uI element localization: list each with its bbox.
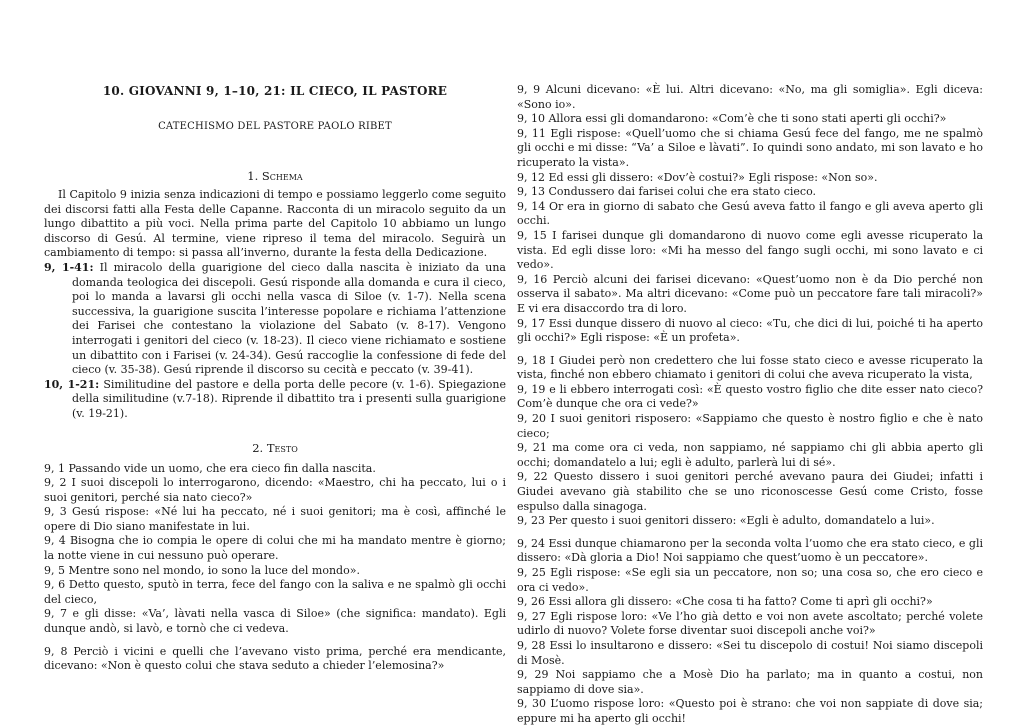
document-title: 10. GIOVANNI 9, 1–10, 21: IL CIECO, IL PASTORE	[102, 84, 448, 98]
schema-item-key: 9, 1-41:	[44, 260, 94, 274]
schema-item-text: Il miracolo della guarigione del cieco dalla nascita è iniziato da una domanda teologica dei discepoli. Gesú risponde alla domanda e cura il cieco, poi lo manda a lavarsi gli occhi nella vasca di Siloe (v. 1-7). Nella scena successiva, la guarigione suscita l’interesse popolare e richiama l’attenzione dei Farisei che contestano la violazione del Sabato (v. 8-17). Vengono interrogati i genitori del cieco (v. 18-23). Il cieco viene richiamato e sostiene un dibattito con i Farisei (v. 24-34). Gesú raccoglie la confessione di fede del cieco (v. 35-38). Gesú riprende il discorso su cecità e peccato (v. 39-41).	[72, 260, 506, 377]
verse: 9, 27 Egli rispose loro: «Ve l’ho già detto e voi non avete ascoltato; perché volete udirlo di nuovo? Volete forse diventar suoi discepoli anche voi?»	[517, 609, 983, 638]
verse: 9, 26 Essi allora gli dissero: «Che cosa ti ha fatto? Come ti aprì gli occhi?»	[517, 595, 933, 609]
verse: 9, 30 L’uomo rispose loro: «Questo poi è strano: che voi non sappiate di dove sia; eppure mi ha aperto gli occhi!	[517, 697, 983, 725]
verse-group-left	[44, 462, 506, 637]
verse-group-right-1	[517, 83, 983, 346]
verse: 9, 22 Questo dissero i suoi genitori perché avevano paura dei Giudei; infatti i Giudei avevano già stabilito che se uno riconoscesse Gesú come Cristo, fosse espulso dalla sinagoga.	[517, 470, 983, 513]
verse: 9, 11 Egli rispose: «Quell’uomo che si chiama Gesú fece del fango, me ne spalmò gli occhi e mi disse: “Va’ a Siloe e làvati”. Io quindi sono andato, mi son lavato e ho ricuperato la vista».	[517, 126, 983, 169]
verse: 9, 24 Essi dunque chiamarono per la seconda volta l’uomo che era stato cieco, e gli dissero: «Dà gloria a Dio! Noi sappiamo che quest’uomo è un peccatore».	[517, 536, 983, 565]
verse: 9, 1 Passando vide un uomo, che era cieco fin dalla nascita.	[44, 461, 376, 475]
verse: 9, 21 ma come ora ci veda, non sappiamo, né sappiamo chi gli abbia aperto gli occhi; domandatelo a lui; egli è adulto, parlerà lui di sé».	[517, 441, 983, 469]
verse-group-right-3	[517, 537, 983, 727]
verse-group-left-b	[44, 645, 506, 674]
schema-item-text: Similitudine del pastore e della porta delle pecore (v. 1-6). Spiegazione della similitudine (v.7-18). Riprende il dibattito tra i presenti sulla guarigione (v. 19-21).	[72, 377, 507, 420]
verse: 9, 23 Per questo i suoi genitori dissero: «Egli è adulto, domandatelo a lui».	[517, 514, 935, 528]
verse: 9, 19 e li ebbero interrogati così: «È questo vostro figlio che dite esser nato cieco? Com’è dunque che ora ci vede?»	[517, 382, 983, 411]
schema-item-key: 10, 1-21:	[44, 377, 100, 391]
right-column	[517, 83, 983, 727]
verse: 9, 8 Perciò i vicini e quelli che l’avevano visto prima, perché era mendicante, dicevano: «Non è questo colui che stava seduto a chieder l’elemosina?»	[44, 644, 506, 673]
verse: 9, 2 I suoi discepoli lo interrogarono, dicendo: «Maestro, chi ha peccato, lui o i suoi genitori, perché sia nato cieco?»	[44, 476, 506, 504]
verse: 9, 18 I Giudei però non credettero che lui fosse stato cieco e avesse ricuperato la vista, finché non ebbero chiamato i genitori di colui che aveva ricuperato la vista,	[517, 353, 983, 382]
verse: 9, 12 Ed essi gli dissero: «Dov’è costui?» Egli rispose: «Non so».	[517, 170, 878, 184]
verse: 9, 29 Noi sappiamo che a Mosè Dio ha parlato; ma in quanto a costui, non sappiamo di dove sia».	[517, 668, 983, 696]
verse: 9, 14 Or era in giorno di sabato che Gesú aveva fatto il fango e gli aveva aperto gli occhi.	[517, 199, 983, 228]
verse: 9, 16 Perciò alcuni dei farisei dicevano: «Quest’uomo non è da Dio perché non osserva il sabato». Ma altri dicevano: «Come può un peccatore fare tali miracoli?» E vi era disaccordo tra di loro.	[517, 272, 983, 315]
verse: 9, 6 Detto questo, sputò in terra, fece del fango con la saliva e ne spalmò gli occhi del cieco,	[44, 578, 506, 606]
verse: 9, 17 Essi dunque dissero di nuovo al cieco: «Tu, che dici di lui, poiché ti ha aperto gli occhi?» Egli rispose: «È un profeta».	[517, 316, 983, 345]
verse: 9, 13 Condussero dai farisei colui che era stato cieco.	[517, 185, 817, 199]
document-subtitle: CATECHISMO DEL PASTORE PAOLO RIBET	[158, 121, 392, 132]
verse: 9, 15 I farisei dunque gli domandarono di nuovo come egli avesse ricuperato la vista. Ed egli disse loro: «Mi ha messo del fango sugli occhi, mi sono lavato e ci vedo».	[517, 228, 983, 272]
verse: 9, 25 Egli rispose: «Se egli sia un peccatore, non so; una cosa so, che ero cieco e ora ci vedo».	[517, 566, 983, 594]
left-column	[44, 80, 506, 674]
verse: 9, 20 I suoi genitori risposero: «Sappiamo che questo è nostro figlio e che è nato cieco;	[517, 412, 983, 440]
section-heading-schema: 1. Schema	[247, 169, 303, 183]
verse: 9, 9 Alcuni dicevano: «È lui. Altri dicevano: «No, ma gli somiglia». Egli diceva: «Sono io».	[517, 83, 983, 111]
schema-intro-paragraph: Il Capitolo 9 inizia senza indicazioni di tempo e possiamo leggerlo come seguito dei discorsi fatti alla Festa delle Capanne. Racconta di un miracolo seguito da un lungo dibattito a più voci. Nella prima parte del Capitolo 10 abbiamo un lungo discorso di Gesú. Al termine, viene ripreso il tema del miracolo. Seguirà un cambiamento di tempo: si passa all’inverno, durante la festa della Dedicazione.	[44, 188, 506, 260]
schema-item	[44, 261, 506, 378]
schema-item	[44, 378, 506, 422]
verse: 9, 4 Bisogna che io compia le opere di colui che mi ha mandato mentre è giorno; la notte viene in cui nessuno può operare.	[44, 534, 506, 563]
verse: 9, 5 Mentre sono nel mondo, io sono la luce del mondo».	[44, 563, 360, 577]
verse: 9, 7 e gli disse: «Va’, làvati nella vasca di Siloe» (che significa: mandato). Egli dunque andò, si lavò, e tornò che ci vedeva.	[44, 607, 506, 636]
verse: 9, 3 Gesú rispose: «Né lui ha peccato, né i suoi genitori; ma è così, affinché le opere di Dio siano manifestate in lui.	[44, 505, 506, 533]
verse: 9, 28 Essi lo insultarono e dissero: «Sei tu discepolo di costui! Noi siamo discepoli di Mosè.	[517, 638, 983, 667]
section-heading-testo: 2. Testo	[252, 440, 298, 455]
verse: 9, 10 Allora essi gli domandarono: «Com’è che ti sono stati aperti gli occhi?»	[517, 112, 947, 126]
verse-group-right-2	[517, 354, 983, 529]
